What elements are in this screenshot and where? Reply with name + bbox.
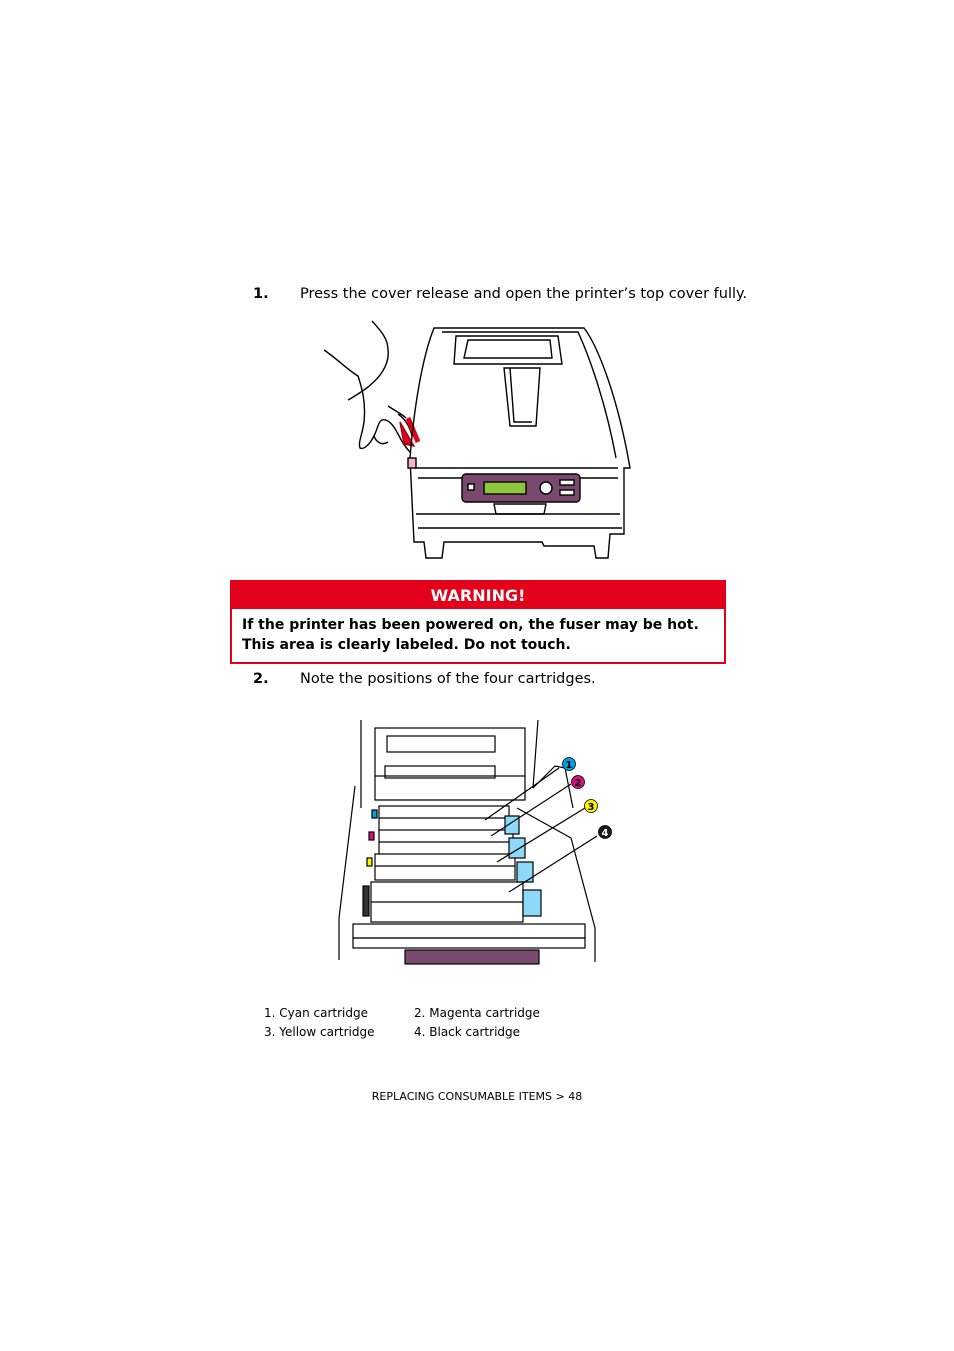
step-number: 1. xyxy=(253,286,269,302)
legend-item-yellow: 3. Yellow cartridge xyxy=(264,1025,375,1039)
step-number: 2. xyxy=(253,671,269,687)
page-footer: REPLACING CONSUMABLE ITEMS > 48 xyxy=(371,1090,583,1103)
callout-label-2: 2 xyxy=(574,778,582,789)
legend-item-black: 4. Black cartridge xyxy=(414,1025,521,1039)
cartridge-positions-illustration xyxy=(333,718,623,966)
callout-label-4: 4 xyxy=(601,828,609,839)
callout-label-3: 3 xyxy=(587,802,595,813)
step-text: Note the positions of the four cartridges. xyxy=(300,671,596,687)
warning-box xyxy=(230,580,726,664)
legend-item-magenta: 2. Magenta cartridge xyxy=(414,1006,540,1020)
legend-item-cyan: 1. Cyan cartridge xyxy=(264,1006,368,1020)
step-text: Press the cover release and open the printer’s top cover fully. xyxy=(300,286,748,302)
callout-label-1: 1 xyxy=(565,760,573,771)
warning-text: If the printer has been powered on, the fuser may be hot. This area is clearly labeled. Do not touch. xyxy=(242,617,699,653)
warning-title: WARNING! xyxy=(232,582,724,609)
printer-open-cover-illustration xyxy=(318,318,636,562)
